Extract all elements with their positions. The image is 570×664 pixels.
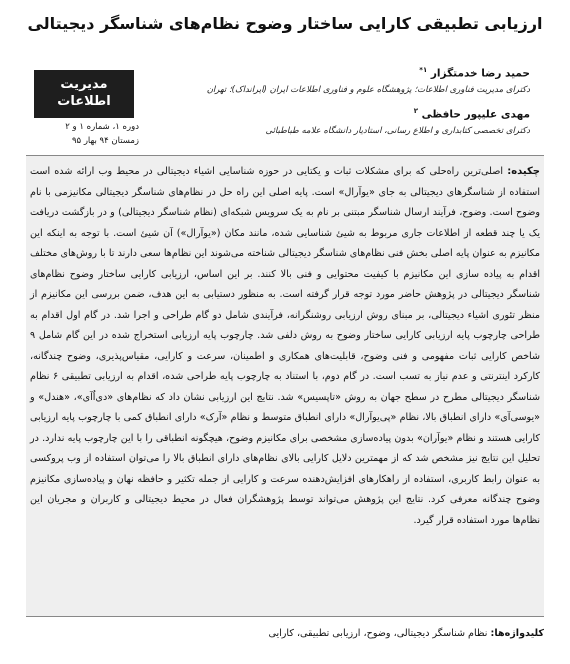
author-2-marker: ۲ bbox=[413, 107, 419, 115]
keywords bbox=[26, 628, 544, 639]
keywords-text: نظام شناسگر دیجیتالی، وضوح، ارزیابی تطبیقی، کارایی bbox=[268, 628, 488, 639]
author-2 bbox=[414, 107, 530, 121]
abstract-text: اصلی‌ترین راه‌حلی که برای مشکلات ثبات و یکتایی در حوزه شناسایی اشیاء دیجیتالی در محیط وب ارائه شده است استفاده از شناسگرهای دیجیتالی به جای «یوآرال» است. پایه اصلی این راه حل در نظام‌های شناسگر دیجیتالی مکانیزمی با نام وضوح است. وضوح، فرآیند ارسال شناسگر مبتنی بر نام به یک سرویس شبکه‌ای (نظام شناسگر دیجیتالی) و در بازگشت دریافت یک یا چند قطعه از اطلاعات جاری مربوط به شیئ شناسایی شده، مانند مکان («یوآرال») آن شیئ است. با توجه به اینکه این مکانیزم به عنوان پایه اصلی بخش فنی نظام‌های شناسگر دیجیتالی شناخته می‌شوند این نظام‌ها سعی دارند تا با روش‌های مختلف اقدام به پیاده سازی این مکانیزم با کیفیت محتوایی و فنی بالا کنند. بر این اساس، ارزیابی کارایی ساختار وضوح نظام‌های شناسگر دیجیتالی در پژوهش حاضر مورد توجه قرار گرفته است. به منظور دستیابی به این هدف، ضمن بررسی این مکانیزم از منظر تئوری اشیاء دیجیتالی، بر مبنای روش ارزیابی روشنگرانه، فرآیندی شامل دو گام طراحی و اجرا شد. در گام اول اقدام به طراحی چارچوب پایه ارزیابی کارایی ساختار وضوح به روش دلفی شد. چارچوب پایه ارزیابی استخراج شده در این گام شامل ۹ شاخص کارایی ثبات مفهومی و فنی وضوح، قابلیت‌های همکاری و اطمینان، سرعت و کارایی، مقیاس‌پذیری، وضوح چندگانه، کارکرد اینترنتی و عدم نیاز به تسب است. در گام دوم، با استناد به چارچوب پایه طراحی شده، اقدام به ارزیابی تطبیقی ۶ نظام شناسگر دیجیتالی مطرح در سطح جهان به روش «تاپسیس» شد. نتایج این ارزیابی نشان داد که نظام‌های «دی‌اُ‌آی»، «هندل» و «یوسی‌آی» دارای انطباق بالا، نظام «پی‌یوآرال» دارای انطباق متوسط و نظام «آرک» دارای انطباق کمی با چارچوب پایه ارزیابی کارایی هستند و نظام «یوآران» بدون پیاده‌سازی مشخصی برای مکانیزم وضوح، هیچگونه انطباقی را با این چارچوب پایه ندارد. در تحلیل این نتایج نیز مشخص شد که از مهمترین دلایل کارایی بالای نظام‌های دارای انطباق بالا را می‌توان استفاده از وب پروکسی به عنوان رابط کاربری، استفاده از راهکارهای افزایش‌دهنده سرعت و کارایی از جمله تکثیر و حافظه نهان و پیاده‌سازی مکانیزم وضوح چندگانه معرفی کرد. نتایج این پژوهش می‌تواند توسط پژوهشگران فعال در محیط دیجیتالی و کاربران و مجریان این نظام‌ها مورد استفاده قرار گیرد. bbox=[30, 166, 541, 526]
journal-issue: دوره ۱، شماره ۱ و ۲ bbox=[65, 122, 139, 132]
author-1-affiliation: دکترای مدیریت فناوری اطلاعات؛ پژوهشگاه علوم و فناوری اطلاعات ایران (ایرانداک)؛ تهران bbox=[206, 85, 530, 95]
abstract-label: چکیده: bbox=[507, 166, 540, 177]
journal-logo bbox=[34, 70, 134, 118]
keywords-label: کلیدواژه‌ها: bbox=[490, 628, 544, 639]
abstract-body bbox=[26, 156, 544, 531]
author-2-name: مهدی علیپور حافظی bbox=[421, 108, 530, 121]
abstract-box bbox=[26, 155, 544, 617]
journal-name-line2: اطلاعات bbox=[57, 94, 111, 109]
author-1 bbox=[419, 66, 530, 80]
journal-season: زمستان ۹۴ بهار ۹۵ bbox=[71, 136, 139, 146]
journal-name-line1: مدیریت bbox=[60, 77, 108, 93]
author-1-name: حمید رضا خدمتگزار bbox=[430, 67, 530, 80]
paper-title: ارزیابی تطبیقی کارایی ساختار وضوح نظام‌های شناسگر دیجیتالی bbox=[27, 14, 543, 33]
journal-meta bbox=[34, 120, 139, 148]
author-1-marker: ۱* bbox=[419, 66, 428, 74]
author-2-affiliation: دکترای تخصصی کتابداری و اطلاع رسانی، استادیار دانشگاه علامه طباطبائی bbox=[265, 126, 530, 136]
